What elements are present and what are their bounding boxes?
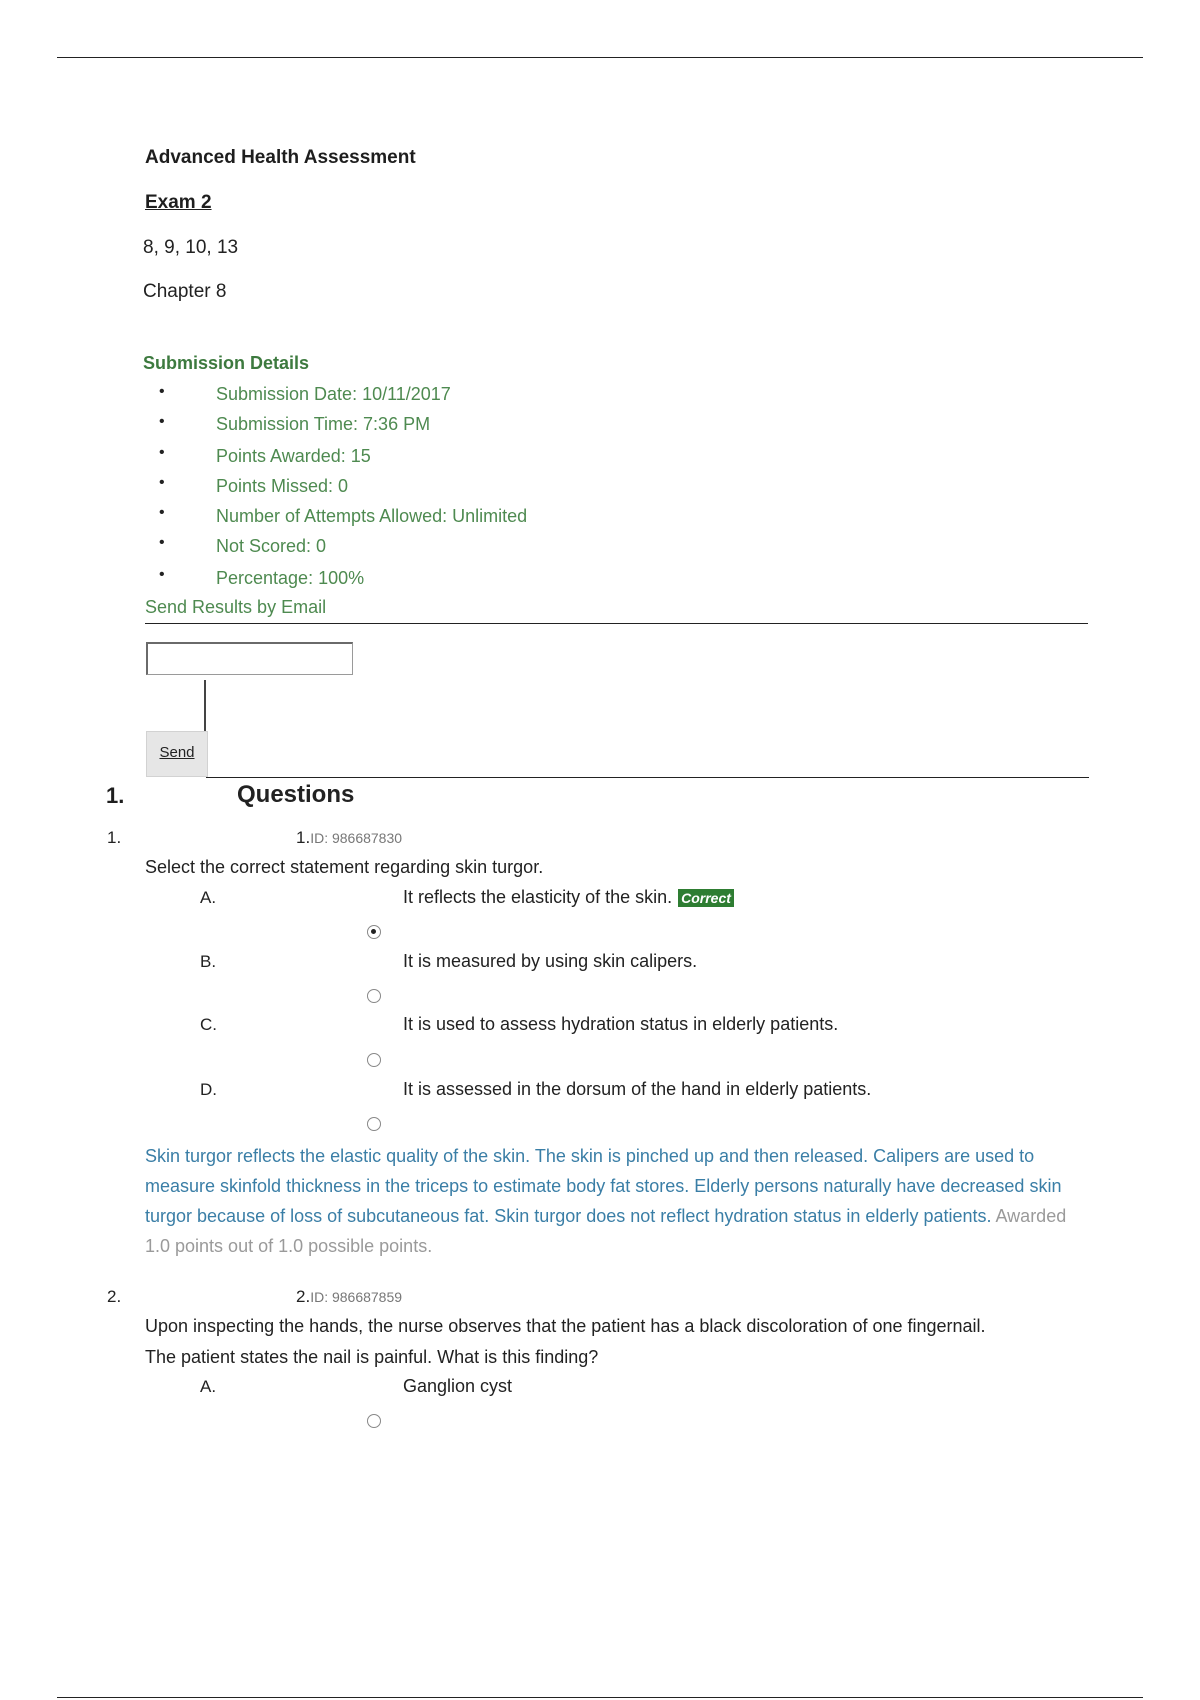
choice-letter: C. (200, 1015, 217, 1034)
question-inner-number: 2. (296, 1287, 311, 1306)
course-title: Advanced Health Assessment (145, 147, 416, 168)
choice-d-radio[interactable] (367, 1117, 381, 1131)
chapter-label: Chapter 8 (143, 281, 227, 302)
list-bullet: • (159, 474, 165, 491)
choice-c-text: It is used to assess hydration status in elderly patients. (403, 1014, 839, 1034)
percentage: Percentage: 100% (216, 568, 365, 588)
question-number: 2. (107, 1287, 122, 1306)
question-id-line (296, 828, 402, 848)
question-text-line-2: The patient states the nail is painful. What is this finding? (145, 1347, 599, 1367)
question-id-line (296, 1287, 402, 1307)
points-missed: Points Missed: 0 (216, 476, 349, 496)
list-bullet: • (159, 534, 165, 551)
choice-letter: A. (200, 1377, 217, 1396)
choice-letter: A. (200, 888, 217, 907)
attempts-allowed: Number of Attempts Allowed: Unlimited (216, 506, 528, 526)
choice-b-radio[interactable] (367, 989, 381, 1003)
submission-time: Submission Time: 7:36 PM (216, 414, 431, 434)
question-text-line-1: Upon inspecting the hands, the nurse observes that the patient has a black discoloration of one fingernail. (145, 1316, 986, 1336)
points-awarded-note: Awarded 1.0 points out of 1.0 possible points. (145, 1206, 1067, 1256)
correct-badge: Correct (678, 889, 734, 907)
submission-date: Submission Date: 10/11/2017 (216, 384, 451, 404)
input-divider (204, 680, 206, 735)
email-section-bottom-rule (206, 777, 1089, 778)
question-id: ID: 986687859 (310, 1289, 403, 1305)
submission-details-heading: Submission Details (143, 353, 310, 373)
list-bullet: • (159, 413, 165, 430)
choice-a-radio[interactable] (367, 1414, 381, 1428)
choice-letter: B. (200, 952, 217, 971)
exam-title: Exam 2 (145, 192, 212, 213)
list-bullet: • (159, 504, 165, 521)
bottom-page-rule (57, 1697, 1143, 1698)
choice-text: It reflects the elasticity of the skin. (403, 887, 673, 907)
send-results-link[interactable]: Send Results by Email (145, 597, 327, 617)
choice-b-text: It is measured by using skin calipers. (403, 951, 698, 971)
question-inner-number: 1. (296, 828, 311, 847)
top-page-rule (57, 57, 1143, 58)
email-section-top-rule (145, 623, 1088, 624)
not-scored: Not Scored: 0 (216, 536, 327, 556)
choice-a (403, 887, 734, 908)
question-id: ID: 986687830 (310, 830, 403, 846)
question-number: 1. (107, 828, 122, 847)
choice-c-radio[interactable] (367, 1053, 381, 1067)
choice-d-text: It is assessed in the dorsum of the hand in elderly patients. (403, 1079, 872, 1099)
choice-letter: D. (200, 1080, 217, 1099)
list-bullet: • (159, 444, 165, 461)
explanation-text: Skin turgor reflects the elastic quality of the skin. The skin is pinched up and then released. Calipers are used to measure skinfold thickness in the triceps to estimate body fat stores. Elderly persons naturally have decreased skin turgor because of loss of subcutaneous fat. Skin turgor does not reflect hydration status in elderly patients. (145, 1146, 1062, 1226)
email-input[interactable] (146, 642, 353, 675)
chapter-list: 8, 9, 10, 13 (143, 237, 239, 258)
section-number: 1. (106, 783, 125, 808)
points-awarded: Points Awarded: 15 (216, 446, 371, 466)
answer-explanation (145, 1141, 1085, 1261)
question-text: Select the correct statement regarding skin turgor. (145, 857, 544, 877)
choice-a-text: Ganglion cyst (403, 1376, 513, 1396)
send-button[interactable]: Send (146, 731, 208, 777)
questions-heading: Questions (237, 781, 355, 808)
choice-a-radio[interactable] (367, 925, 381, 939)
list-bullet: • (159, 383, 165, 400)
list-bullet: • (159, 566, 165, 583)
